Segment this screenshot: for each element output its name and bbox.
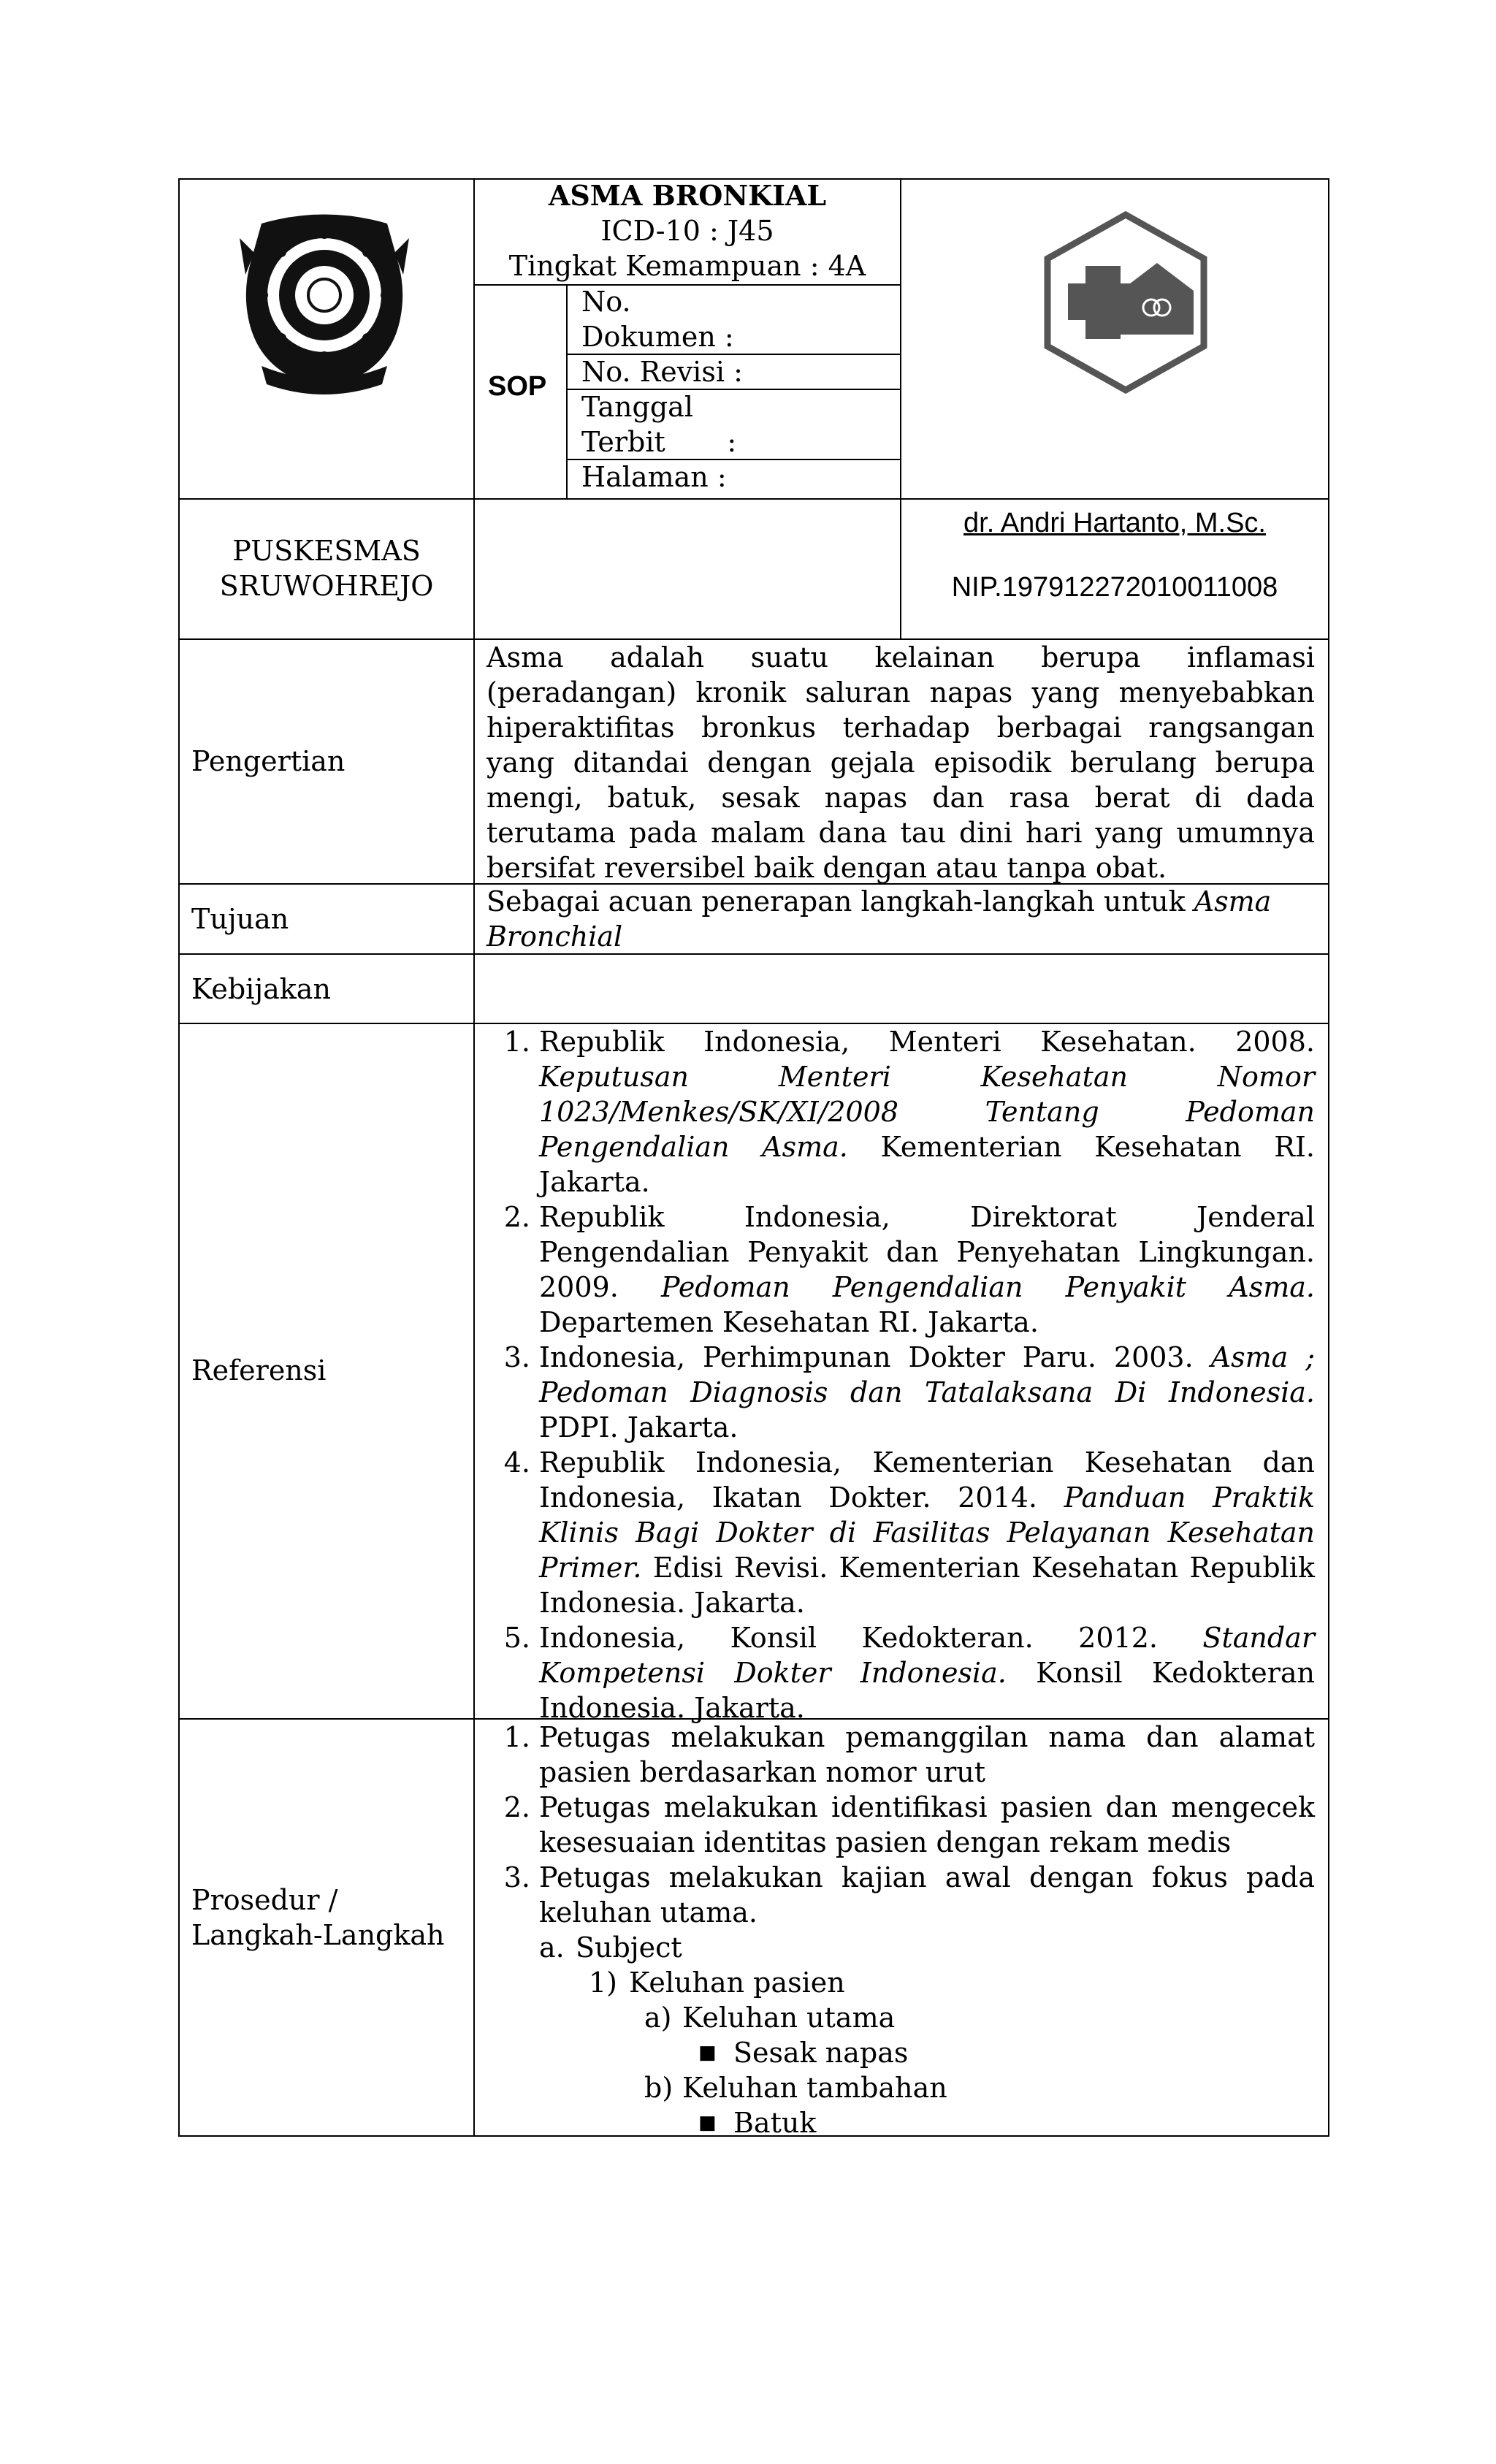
sub-1-text: Keluhan pasien (629, 1967, 845, 1999)
sub-a-text: Subject (576, 1931, 682, 1964)
icd-code: ICD-10 : J45 (600, 215, 774, 247)
pengertian-line: hiperaktifitas bronkus terhadap berbagai rangsangan (486, 712, 1315, 744)
reference-number: 2. (503, 1201, 530, 1233)
reference-line: Republik Indonesia, Direktorat Jenderal (539, 1201, 1315, 1233)
bullet-square-icon: ■ (698, 2112, 717, 2134)
sub-a2-marker: a) (644, 2002, 672, 2034)
reference-line: Pedoman Diagnosis dan Tatalaksana Di Indonesia. (539, 1376, 1315, 1408)
institution-name: PUSKESMAS (232, 535, 421, 567)
reference-item (539, 1024, 1315, 1199)
header-divider (473, 284, 901, 286)
step-line: kesesuaian identitas pasien dengan rekam medis (539, 1826, 1232, 1858)
table-border-left (178, 178, 180, 2137)
reference-line: Indonesia. Jakarta. (539, 1692, 805, 1724)
sub-b2-text: Keluhan tambahan (682, 2072, 947, 2104)
tujuan-line (486, 919, 1315, 954)
issue-date-label: Tanggal (581, 391, 693, 423)
pengertian-label: Pengertian (191, 745, 346, 777)
sub-a-marker: a. (539, 1931, 565, 1964)
reference-item (539, 1620, 1315, 1725)
reference-line: Departemen Kesehatan RI. Jakarta. (539, 1306, 1039, 1338)
column-divider (566, 284, 568, 498)
pengertian-line: (peradangan) kronik saluran napas yang menyebabkan (486, 676, 1315, 709)
step-line: Petugas melakukan identifikasi pasien dan mengecek (539, 1791, 1315, 1823)
tujuan-line-text: Sebagai acuan penerapan langkah-langkah untuk (486, 885, 1194, 918)
reference-line: Indonesia, Konsil Kedokteran. 2012. Standar (539, 1622, 1315, 1654)
step-number: 1. (503, 1721, 530, 1753)
page-label: Halaman : (581, 461, 727, 493)
doc-number-label: No. (581, 286, 631, 318)
prosedur-label: Prosedur / (191, 1884, 338, 1916)
step-line: pasien berdasarkan nomor urut (539, 1756, 986, 1788)
reference-item (539, 1445, 1315, 1620)
reference-line: Primer. Edisi Revisi. Kementerian Kesehatan Republik (539, 1552, 1315, 1584)
reference-item (539, 1199, 1315, 1340)
sop-label: SOP (488, 371, 547, 402)
pengertian-line: yang ditandai dengan gejala episodik berulang berupa (486, 747, 1315, 779)
pengertian-line: bersifat reversibel baik dengan atau tanpa obat. (486, 852, 1167, 884)
step-number: 2. (503, 1791, 530, 1823)
signer-nip: NIP.197912272010011008 (951, 572, 1278, 603)
prosedur-label-2: Langkah-Langkah (191, 1919, 445, 1951)
reference-line: Klinis Bagi Dokter di Fasilitas Pelayanan Kesehatan (539, 1517, 1315, 1549)
reference-line: Republik Indonesia, Menteri Kesehatan. 2008. (539, 1026, 1315, 1058)
step-line: Petugas melakukan pemanggilan nama dan alamat (539, 1721, 1315, 1753)
reference-line: Indonesia, Perhimpunan Dokter Paru. 2003. Asma ; (539, 1341, 1315, 1373)
puskesmas-logo-icon (1042, 210, 1210, 394)
sub-b2-marker: b) (644, 2072, 673, 2104)
step-3 (539, 1860, 1315, 1930)
bullet-text: Batuk (733, 2107, 817, 2139)
reference-line: PDPI. Jakarta. (539, 1411, 739, 1443)
pengertian-line: terutama pada malam dana tau dini hari yang umumnya (486, 817, 1315, 849)
table-border-right (1328, 178, 1329, 2137)
reference-line: Republik Indonesia, Kementerian Kesehatan dan (539, 1446, 1315, 1479)
step-line: keluhan utama. (539, 1896, 757, 1929)
tujuan-line-italic: Bronchial (486, 920, 623, 953)
row-divider (178, 498, 1329, 500)
signer-name: dr. Andri Hartanto, M.Sc. (963, 508, 1266, 538)
reference-line: Indonesia. Jakarta. (539, 1587, 805, 1619)
tujuan-line-italic: Asma (1194, 885, 1272, 918)
bullet-text: Sesak napas (733, 2037, 909, 2069)
pengertian-line: mengi, batuk, sesak napas dan rasa berat di dada (486, 782, 1315, 814)
step-1 (539, 1720, 1315, 1790)
reference-line: Jakarta. (539, 1166, 650, 1198)
document-title: ASMA BRONKIAL (548, 179, 827, 212)
reference-line: Keputusan Menteri Kesehatan Nomor (539, 1061, 1315, 1093)
regency-emblem-icon (232, 209, 416, 400)
column-divider (473, 178, 475, 2137)
step-2 (539, 1790, 1315, 1860)
tujuan-text (486, 884, 1315, 954)
tujuan-label: Tujuan (191, 903, 289, 935)
reference-number: 1. (503, 1026, 530, 1058)
bullet-square-icon: ■ (698, 2042, 717, 2064)
referensi-label: Referensi (191, 1354, 327, 1387)
reference-line: 1023/Menkes/SK/XI/2008 Tentang Pedoman (539, 1096, 1315, 1128)
reference-line: Pengendalian Asma. Kementerian Kesehatan RI. (539, 1131, 1315, 1163)
kebijakan-label: Kebijakan (191, 973, 331, 1005)
reference-line: Indonesia, Ikatan Dokter. 2014. Panduan Praktik (539, 1481, 1315, 1514)
reference-line: Pengendalian Penyakit dan Penyehatan Lingkungan. (539, 1236, 1315, 1268)
competency-level: Tingkat Kemampuan : 4A (508, 250, 866, 282)
sub-1-marker: 1) (589, 1967, 618, 1999)
issue-date-label-2: Terbit : (581, 426, 737, 458)
pengertian-text (486, 640, 1315, 885)
step-number: 3. (503, 1861, 530, 1893)
reference-number: 5. (503, 1622, 530, 1654)
institution-name-2: SRUWOHREJO (219, 570, 434, 602)
tujuan-line (486, 884, 1315, 919)
pengertian-line: Asma adalah suatu kelainan berupa inflamasi (486, 641, 1315, 674)
reference-number: 3. (503, 1341, 530, 1373)
reference-number: 4. (503, 1446, 530, 1479)
reference-line: Kompetensi Dokter Indonesia. Konsil Kedokteran (539, 1657, 1315, 1689)
sub-a2-text: Keluhan utama (682, 2002, 896, 2034)
reference-line: 2009. Pedoman Pengendalian Penyakit Asma. (539, 1271, 1315, 1303)
step-line: Petugas melakukan kajian awal dengan fokus pada (539, 1861, 1315, 1893)
doc-number-label-2: Dokumen : (581, 321, 734, 353)
reference-item (539, 1340, 1315, 1445)
revision-label: No. Revisi : (581, 356, 743, 388)
